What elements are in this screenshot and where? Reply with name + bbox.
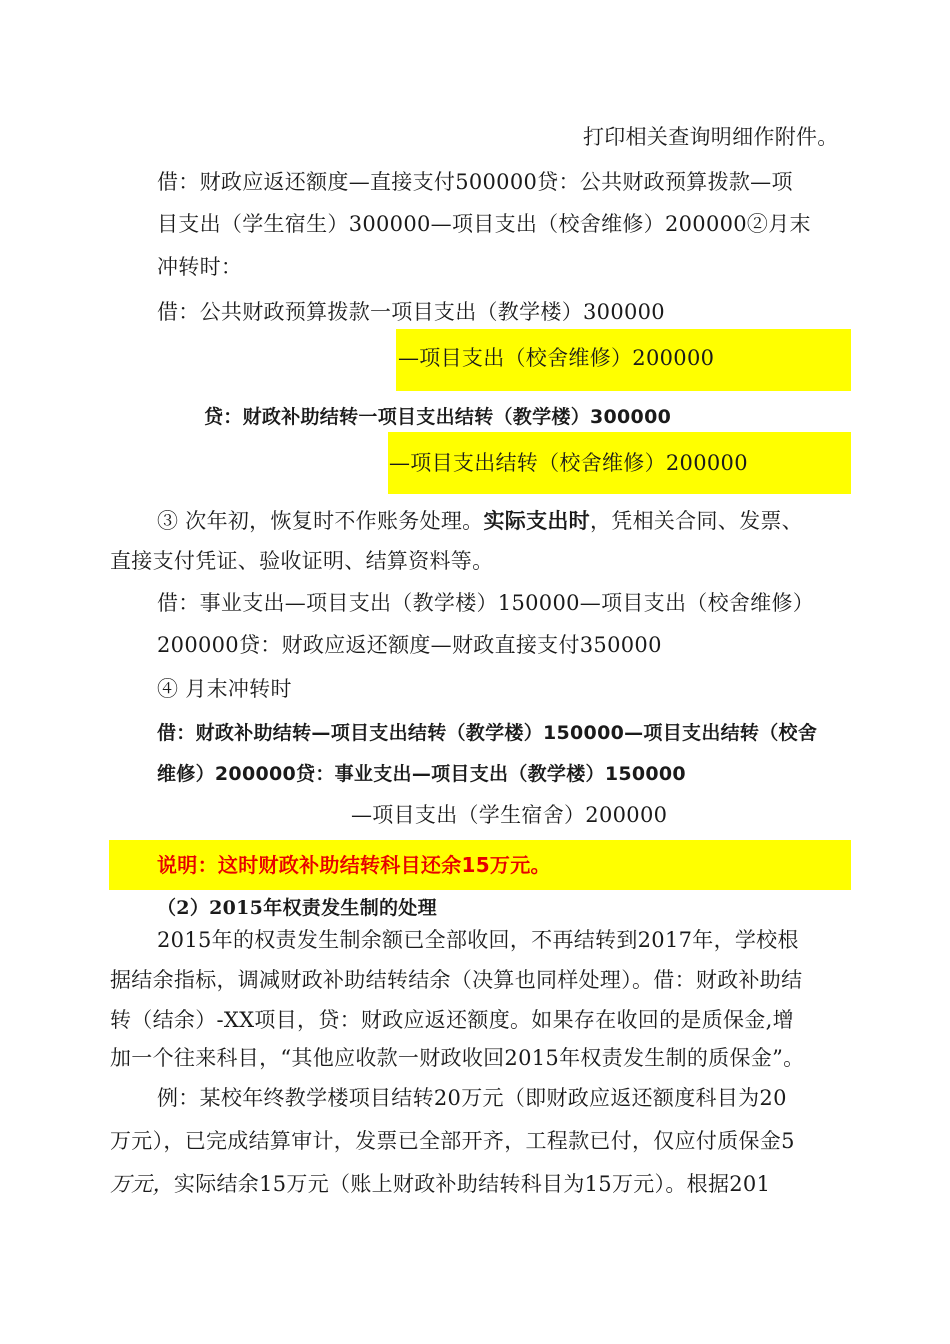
text-line: ④ 月末冲转时 [157, 677, 292, 701]
text-run: 实际结余15万元（账上财政补助结转科目为15万元）。根据201 [173, 1172, 771, 1196]
text-line: 借：财政补助结转—项目支出结转（教学楼）150000—项目支出结转（校舍 [157, 722, 818, 744]
text-line: —项目支出结转（校舍维修）200000 [389, 451, 748, 475]
section-heading: （2）2015年权责发生制的处理 [157, 897, 437, 919]
italic-text: 万元， [110, 1172, 174, 1196]
text-line: 打印相关查询明细作附件。 [583, 125, 839, 149]
text-run: ，凭相关合同、发票、 [589, 509, 803, 533]
text-line: 例：某校年终教学楼项目结转20万元（即财政应返还额度科目为20 [157, 1086, 787, 1110]
text-line: 200000贷：财政应返还额度—财政直接支付350000 [157, 633, 662, 657]
text-line: 转（结余）-XX项目，贷：财政应返还额度。如果存在收回的是质保金,增 [110, 1008, 794, 1032]
text-line: 加一个往来科目，“其他应收款一财政收回2015年权责发生制的质保金”。 [110, 1046, 805, 1070]
text-line: 冲转时： [157, 255, 243, 279]
text-line: 万元），已完成结算审计，发票已全部开齐，工程款已付，仅应付质保金5 [110, 1129, 795, 1153]
text-line: 2015年的权责发生制余额已全部收回，不再结转到2017年，学校根 [157, 928, 799, 952]
text-line: 直接支付凭证、验收证明、结算资料等。 [110, 549, 494, 573]
text-line [157, 506, 803, 536]
text-line: 维修）200000贷：事业支出—项目支出（教学楼）150000 [157, 763, 686, 785]
note-text: 说明：这时财政补助结转科目还余15万元。 [157, 853, 551, 877]
text-line: 借：公共财政预算拨款一项目支出（教学楼）300000 [157, 300, 665, 324]
text-run: ③ 次年初，恢复时不作账务处理。 [157, 509, 484, 533]
text-line: 借：事业支出—项目支出（教学楼）150000—项目支出（校舍维修） [157, 591, 815, 615]
text-line: 据结余指标，调减财政补助结转结余（决算也同样处理）。借：财政补助结 [110, 968, 803, 992]
text-line: —项目支出（校舍维修）200000 [398, 346, 715, 370]
text-line: 贷：财政补助结转一项目支出结转（教学楼）300000 [204, 406, 672, 428]
emphasis-text: 实际支出时 [483, 508, 590, 533]
text-line: 目支出（学生宿生）300000—项目支出（校舍维修）200000②月末 [157, 212, 811, 236]
text-line: —项目支出（学生宿舍）200000 [351, 803, 668, 827]
text-line: 借：财政应返还额度—直接支付500000贷：公共财政预算拨款—项 [157, 170, 793, 194]
text-line [110, 1169, 770, 1199]
